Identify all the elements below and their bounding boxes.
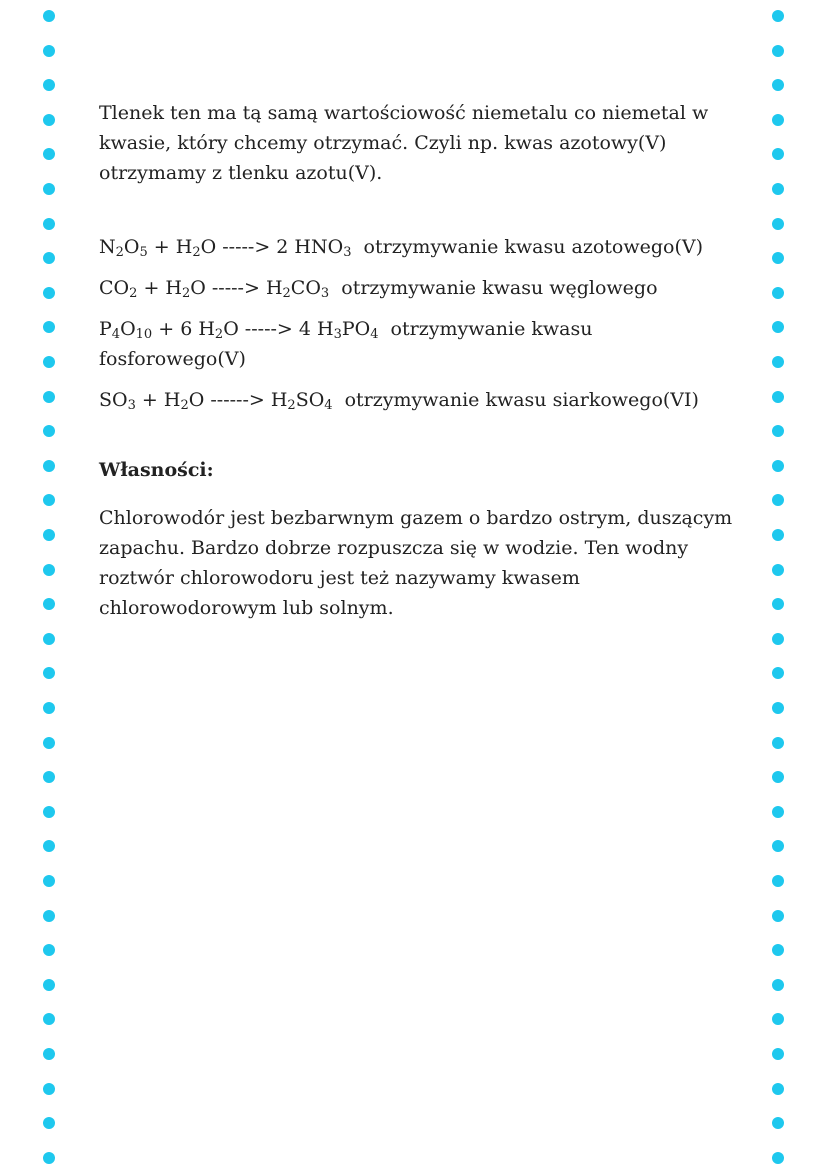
border-dot [772,1117,784,1129]
reaction-description: otrzymywanie kwasu azotowego(V) [363,236,704,258]
border-dot [43,45,55,57]
border-dot [772,460,784,472]
border-dot [772,356,784,368]
border-dot [772,45,784,57]
border-dot [772,425,784,437]
border-dot [43,771,55,783]
reaction-formula: $SO_3 + H_2O$ ------> $H_2SO_4$ [99,389,333,413]
reaction-description: otrzymywanie kwasu fosforowego(V) [99,318,593,370]
border-dot [43,529,55,541]
border-dot [43,944,55,956]
border-dot [772,633,784,645]
border-dot [772,1152,784,1164]
border-dot [772,1013,784,1025]
border-dot [772,252,784,264]
reaction-list [99,232,739,415]
reaction-formula: $P_4O_{10} + 6$ $H_2O$ -----> 4 $H_3PO_4$ [99,318,379,342]
border-dot [772,564,784,576]
border-dot [772,183,784,195]
border-dot [43,1117,55,1129]
border-dot [43,564,55,576]
border-dot [772,979,784,991]
border-dot [772,737,784,749]
border-dot [43,10,55,22]
border-dot [772,321,784,333]
border-dot [43,806,55,818]
border-dot [772,1083,784,1095]
border-dot [43,1152,55,1164]
border-dot [772,79,784,91]
border-dot [43,460,55,472]
border-dot [43,391,55,403]
border-dot [43,667,55,679]
border-dot [43,287,55,299]
border-dot [43,252,55,264]
border-dot [43,910,55,922]
border-dot [772,148,784,160]
border-dot [43,425,55,437]
reaction-formula: $N_2O_5 + H_2O$ -----> 2 $HNO_3$ [99,236,352,260]
reaction-line [99,385,739,415]
border-dot [772,114,784,126]
reaction-line [99,273,739,303]
border-dot [772,287,784,299]
border-dot [772,391,784,403]
border-dot [43,1048,55,1060]
border-dot [43,633,55,645]
border-dot [43,737,55,749]
border-dot [43,1013,55,1025]
border-dot [43,148,55,160]
properties-paragraph: Chlorowodór jest bezbarwnym gazem o bardzo ostrym, duszącym zapachu. Bardzo dobrze rozpuszcza się w wodzie. Ten wodny roztwór chlorowodoru jest też nazywamy kwasem chlorowodorowym lub solnym. [99,507,733,619]
border-dot [772,806,784,818]
reaction-description: otrzymywanie kwasu węglowego [341,277,658,299]
border-dot [772,598,784,610]
border-dot [772,10,784,22]
border-dot [43,702,55,714]
border-dot [43,79,55,91]
border-dot [772,840,784,852]
reaction-line [99,232,739,262]
border-dot [43,356,55,368]
intro-paragraph: Tlenek ten ma tą samą wartościowość niemetalu co niemetal w kwasie, który chcemy otrzymać. Czyli np. kwas azotowy(V) otrzymamy z tlenku azotu(V). [99,102,709,184]
properties-heading: Własności: [99,459,214,481]
border-dot [43,218,55,230]
reaction-formula: $CO_2 + H_2O$ -----> $H_2CO_3$ [99,277,330,301]
border-dot [772,875,784,887]
reaction-line [99,314,739,374]
border-dot [772,667,784,679]
border-dot [43,875,55,887]
reaction-description: otrzymywanie kwasu siarkowego(VI) [344,389,699,411]
page-content [99,98,739,623]
border-dot [43,1083,55,1095]
border-dot [43,494,55,506]
border-dot [43,183,55,195]
border-dot [43,979,55,991]
border-dot [772,702,784,714]
border-dot [43,114,55,126]
border-dot [772,494,784,506]
border-dot [772,910,784,922]
border-dot [43,840,55,852]
border-dot [772,218,784,230]
border-dot [772,1048,784,1060]
border-dot [43,598,55,610]
border-dot [43,321,55,333]
border-dot [772,944,784,956]
border-dot [772,529,784,541]
border-dot [772,771,784,783]
